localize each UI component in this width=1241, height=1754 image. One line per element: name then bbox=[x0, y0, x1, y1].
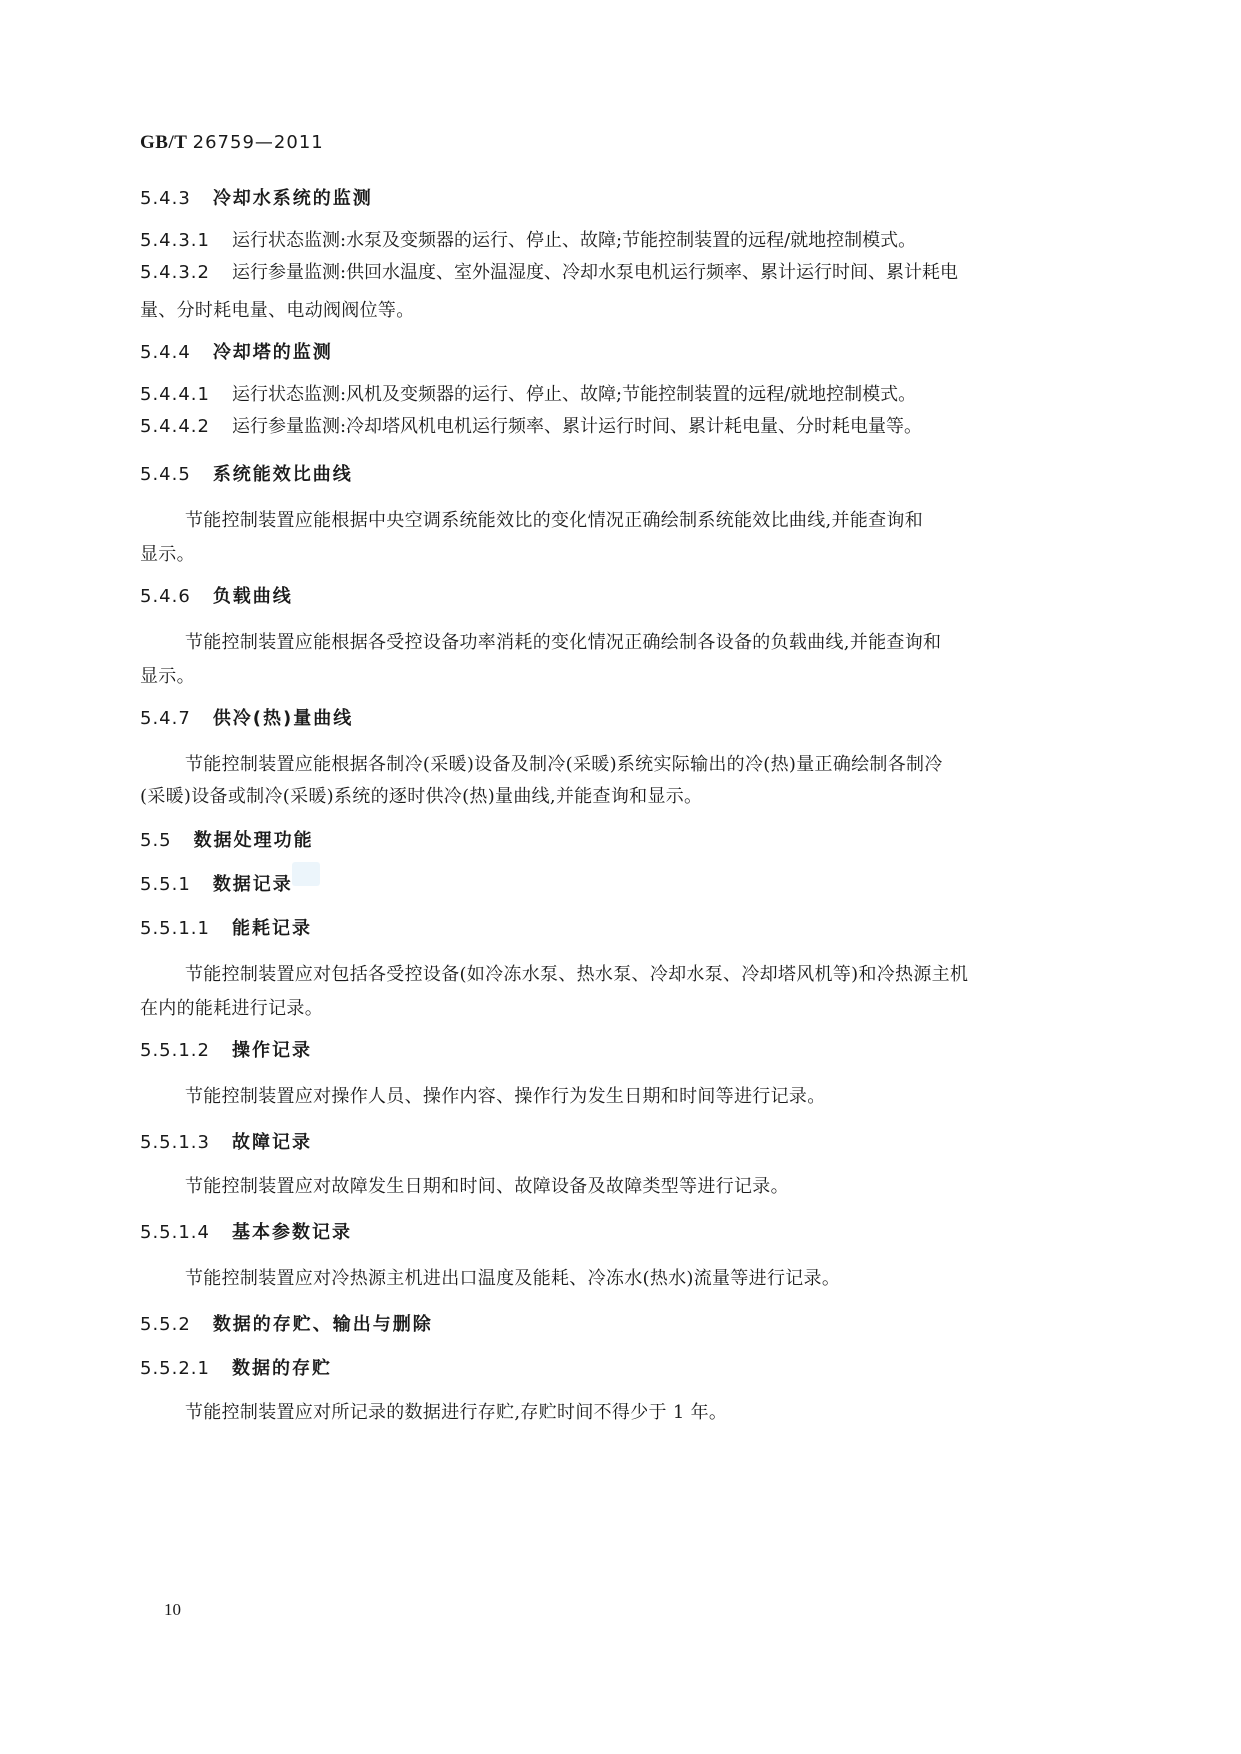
clause-number: 5.4.3.2 bbox=[140, 262, 210, 283]
page-number: 10 bbox=[164, 1600, 181, 1619]
clause-title: 能耗记录 bbox=[231, 918, 312, 939]
heading-5-4-6 bbox=[140, 582, 293, 608]
clause-title: 数据处理功能 bbox=[193, 830, 314, 851]
clause-number: 5.4.3.1 bbox=[140, 230, 210, 251]
clause-number: 5.5.1.3 bbox=[140, 1132, 210, 1153]
heading-5-5-1 bbox=[140, 870, 293, 896]
clause-text: 运行状态监测:风机及变频器的运行、停止、故障;节能控制装置的远程/就地控制模式。 bbox=[231, 384, 917, 405]
standard-code bbox=[140, 132, 324, 154]
clause-number: 5.5.2 bbox=[140, 1314, 191, 1335]
paragraph: 节能控制装置应对操作人员、操作内容、操作行为发生日期和时间等进行记录。 bbox=[185, 1086, 826, 1107]
paragraph-line2: 显示。 bbox=[140, 544, 195, 565]
clause-number: 5.4.4.1 bbox=[140, 384, 210, 405]
clause-title: 系统能效比曲线 bbox=[212, 464, 353, 485]
clause-number: 5.4.6 bbox=[140, 586, 191, 607]
clause-number: 5.4.4.2 bbox=[140, 416, 210, 437]
clause-title: 供冷(热)量曲线 bbox=[212, 708, 354, 729]
clause-text-line2: 量、分时耗电量、电动阀阀位等。 bbox=[140, 300, 415, 321]
clause-title: 冷却塔的监测 bbox=[212, 342, 333, 363]
watermark-mark bbox=[292, 862, 320, 886]
clause-number: 5.4.3 bbox=[140, 188, 191, 209]
paragraph-line1: 节能控制装置应对包括各受控设备(如冷冻水泵、热水泵、冷却水泵、冷却塔风机等)和冷热源主机 bbox=[185, 964, 969, 985]
paragraph-line1: 节能控制装置应能根据中央空调系统能效比的变化情况正确绘制系统能效比曲线,并能查询和 bbox=[185, 510, 924, 531]
heading-5-5-1-2 bbox=[140, 1036, 312, 1062]
clause-5-4-4-2 bbox=[140, 410, 1100, 444]
paragraph: 节能控制装置应对所记录的数据进行存贮,存贮时间不得少于 1 年。 bbox=[185, 1402, 728, 1423]
clause-text: 运行参量监测:冷却塔风机电机运行频率、累计运行时间、累计耗电量、分时耗电量等。 bbox=[231, 416, 923, 437]
clause-title: 基本参数记录 bbox=[231, 1222, 352, 1243]
clause-5-4-3-2 bbox=[140, 256, 1100, 290]
clause-5-4-3-1 bbox=[140, 224, 1100, 258]
clause-title: 操作记录 bbox=[231, 1040, 312, 1061]
clause-number: 5.5.1 bbox=[140, 874, 191, 895]
heading-5-5-2-1 bbox=[140, 1354, 332, 1380]
paragraph: 节能控制装置应对故障发生日期和时间、故障设备及故障类型等进行记录。 bbox=[185, 1176, 789, 1197]
paragraph: 节能控制装置应对冷热源主机进出口温度及能耗、冷冻水(热水)流量等进行记录。 bbox=[185, 1268, 841, 1289]
standard-number: 26759—2011 bbox=[192, 132, 324, 153]
heading-5-5-1-3 bbox=[140, 1128, 312, 1154]
clause-number: 5.4.5 bbox=[140, 464, 191, 485]
clause-number: 5.5.1.1 bbox=[140, 918, 210, 939]
heading-5-4-5 bbox=[140, 460, 353, 486]
heading-5-4-7 bbox=[140, 704, 353, 730]
clause-number: 5.5.1.4 bbox=[140, 1222, 210, 1243]
clause-title: 负载曲线 bbox=[212, 586, 293, 607]
clause-title: 故障记录 bbox=[231, 1132, 312, 1153]
clause-5-4-4-1 bbox=[140, 378, 1100, 412]
clause-number: 5.4.7 bbox=[140, 708, 191, 729]
heading-5-5 bbox=[140, 826, 314, 852]
clause-number: 5.5.1.2 bbox=[140, 1040, 210, 1061]
heading-5-4-4 bbox=[140, 338, 333, 364]
clause-title: 数据的存贮 bbox=[231, 1358, 332, 1379]
clause-number: 5.5 bbox=[140, 830, 172, 851]
clause-number: 5.4.4 bbox=[140, 342, 191, 363]
paragraph-line1: 节能控制装置应能根据各受控设备功率消耗的变化情况正确绘制各设备的负载曲线,并能查询和 bbox=[185, 632, 942, 653]
clause-number: 5.5.2.1 bbox=[140, 1358, 210, 1379]
paragraph-line2: (采暖)设备或制冷(采暖)系统的逐时供冷(热)量曲线,并能查询和显示。 bbox=[140, 786, 703, 807]
paragraph-line1: 节能控制装置应能根据各制冷(采暖)设备及制冷(采暖)系统实际输出的冷(热)量正确绘制各制冷 bbox=[185, 754, 943, 775]
heading-5-5-1-4 bbox=[140, 1218, 352, 1244]
paragraph-line2: 在内的能耗进行记录。 bbox=[140, 998, 323, 1019]
standard-prefix: GB/T bbox=[140, 132, 188, 153]
clause-text: 运行状态监测:水泵及变频器的运行、停止、故障;节能控制装置的远程/就地控制模式。 bbox=[231, 230, 917, 251]
heading-5-5-2 bbox=[140, 1310, 433, 1336]
clause-title: 数据记录 bbox=[212, 874, 293, 895]
heading-5-5-1-1 bbox=[140, 914, 312, 940]
heading-5-4-3 bbox=[140, 184, 373, 210]
paragraph-line2: 显示。 bbox=[140, 666, 195, 687]
clause-title: 冷却水系统的监测 bbox=[212, 188, 373, 209]
clause-title: 数据的存贮、输出与删除 bbox=[212, 1314, 433, 1335]
clause-text-line1: 运行参量监测:供回水温度、室外温湿度、冷却水泵电机运行频率、累计运行时间、累计耗电 bbox=[231, 262, 959, 283]
